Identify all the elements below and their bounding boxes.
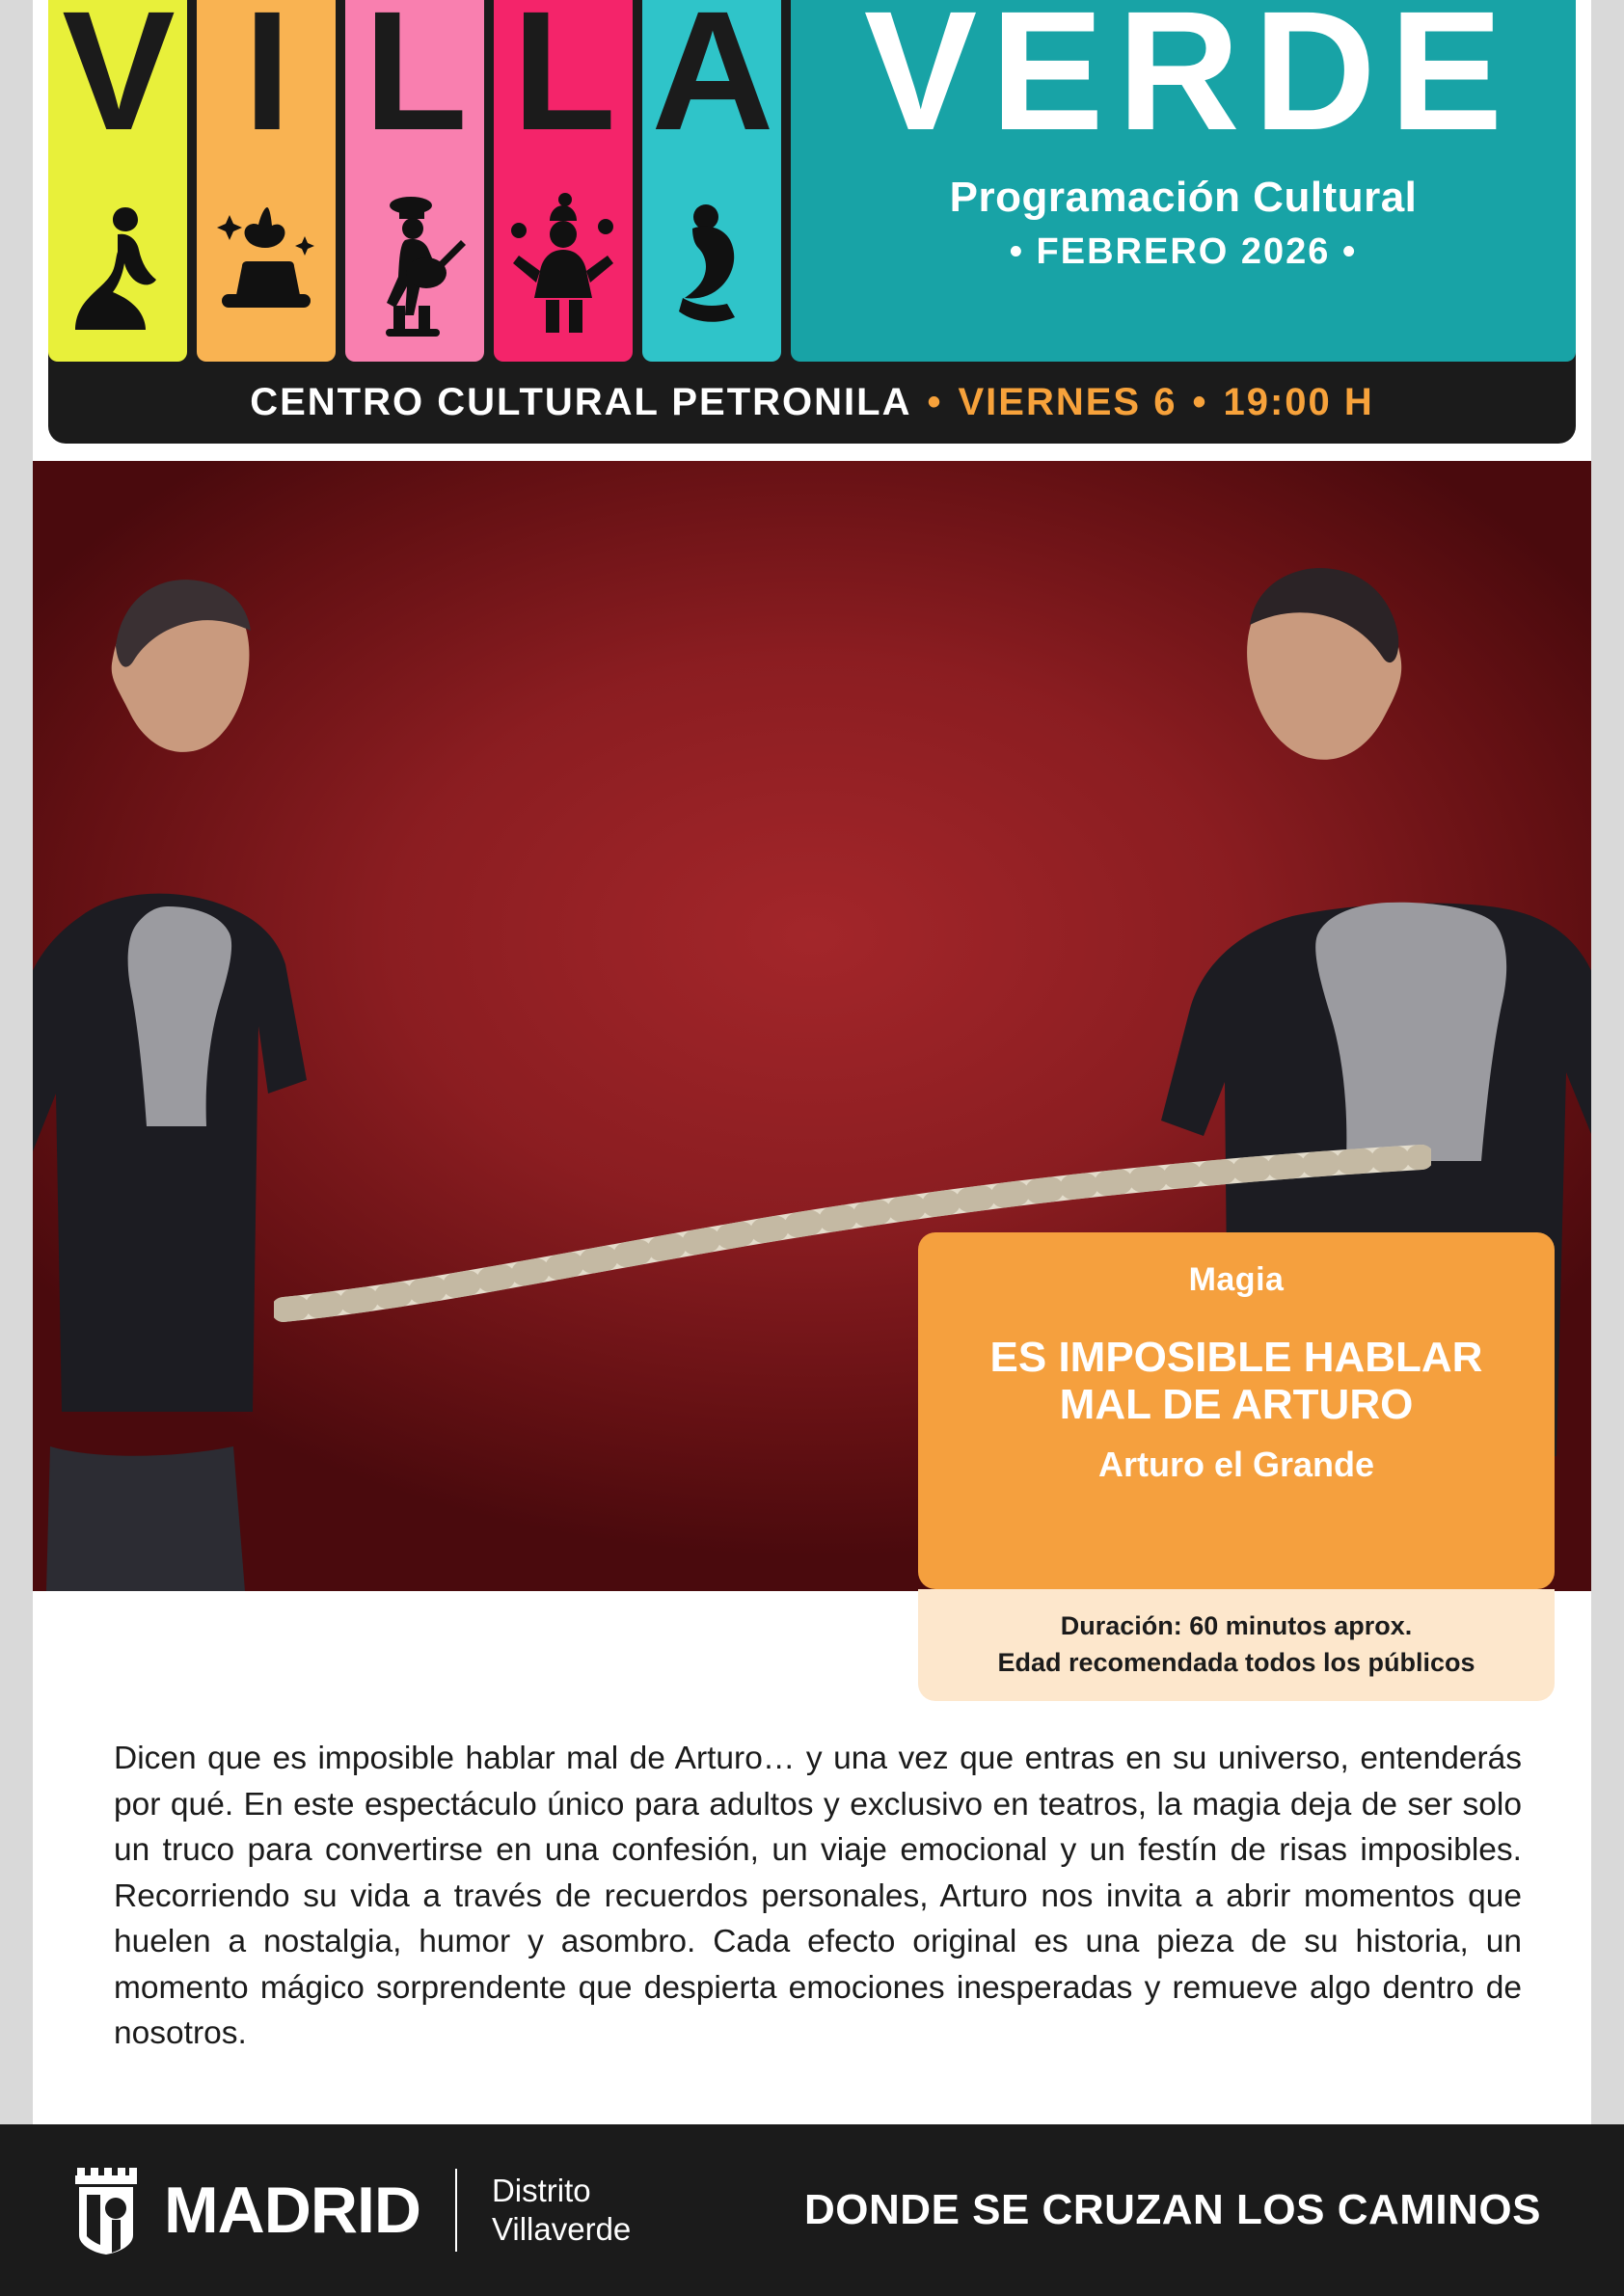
performer-left-figure — [33, 501, 438, 1591]
show-info-card — [918, 1232, 1555, 1589]
district-line-2: Villaverde — [491, 2211, 632, 2247]
brand-letter: L — [364, 0, 466, 166]
left-margin — [0, 0, 33, 2296]
show-details-card — [918, 1589, 1555, 1701]
district-label — [492, 2172, 631, 2248]
show-genre: Magia — [1188, 1261, 1285, 1298]
brand-letter: I — [243, 0, 289, 166]
show-artist: Arturo el Grande — [1097, 1444, 1375, 1484]
venue-name: CENTRO CULTURAL PETRONILA — [250, 381, 912, 423]
footer-slogan: DONDE SE CRUZAN LOS CAMINOS — [804, 2186, 1541, 2233]
venue-separator-2: • — [1192, 381, 1208, 423]
brand-letter: L — [512, 0, 614, 166]
madrid-crest-icon — [73, 2166, 139, 2255]
brand-strip-l1 — [345, 0, 484, 362]
brand-letter-strips — [48, 0, 1576, 362]
show-duration: Duración: 60 minutos aprox. — [1060, 1611, 1413, 1640]
right-margin — [1591, 0, 1624, 2296]
venue-bar — [48, 362, 1576, 444]
brand-verde-word: VERDE — [863, 0, 1517, 166]
footer-brand — [73, 2124, 631, 2296]
brand-letter: A — [651, 0, 772, 166]
show-title — [943, 1334, 1529, 1429]
month-label: • FEBRERO 2026 • — [1009, 231, 1358, 272]
madrid-wordmark: MADRID — [164, 2174, 420, 2247]
event-time: 19:00 H — [1223, 381, 1374, 423]
show-title-line-1: ES IMPOSIBLE HABLAR — [989, 1334, 1483, 1381]
poster-header — [48, 0, 1576, 444]
brand-strip-v — [48, 0, 187, 362]
poster-footer — [0, 2124, 1624, 2296]
acrobat-icon — [654, 192, 770, 346]
guitarist-icon — [357, 192, 473, 346]
brand-strip-i — [197, 0, 336, 362]
brand-strip-l2 — [494, 0, 633, 362]
district-line-1: Distrito — [491, 2173, 591, 2209]
show-title-line-2: MAL DE ARTURO — [1059, 1381, 1414, 1429]
show-age-rating: Edad recomendada todos los públicos — [997, 1647, 1475, 1677]
brand-teal-block — [791, 0, 1576, 362]
magic-hat-rabbit-icon — [208, 192, 324, 346]
venue-separator-1: • — [927, 381, 943, 423]
show-description: Dicen que es imposible hablar mal de Arturo… y una vez que entras en su universo, entenderás por qué. En este espectáculo único para adultos y exclusivo en teatros, la magia deja de ser solo un truco para convertirse en una confesión, un viaje emocional y un festín de risas imposibles. Recorriendo su vida a través de recuerdos personales, Arturo nos invita a abrir momentos que huelen a nostalgia, humor y asombro. Cada efecto original es una pieza de su historia, un momento mágico sorprendente que despierta emociones inesperadas y remueve algo dentro de nosotros. — [114, 1741, 1522, 2052]
juggler-clown-icon — [505, 192, 621, 346]
brand-letter: V — [62, 0, 174, 166]
footer-divider — [455, 2169, 457, 2252]
flamenco-dancer-icon — [60, 192, 176, 346]
programme-label: Programación Cultural — [949, 174, 1418, 221]
event-day: VIERNES 6 — [958, 381, 1177, 423]
brand-strip-a — [642, 0, 781, 362]
